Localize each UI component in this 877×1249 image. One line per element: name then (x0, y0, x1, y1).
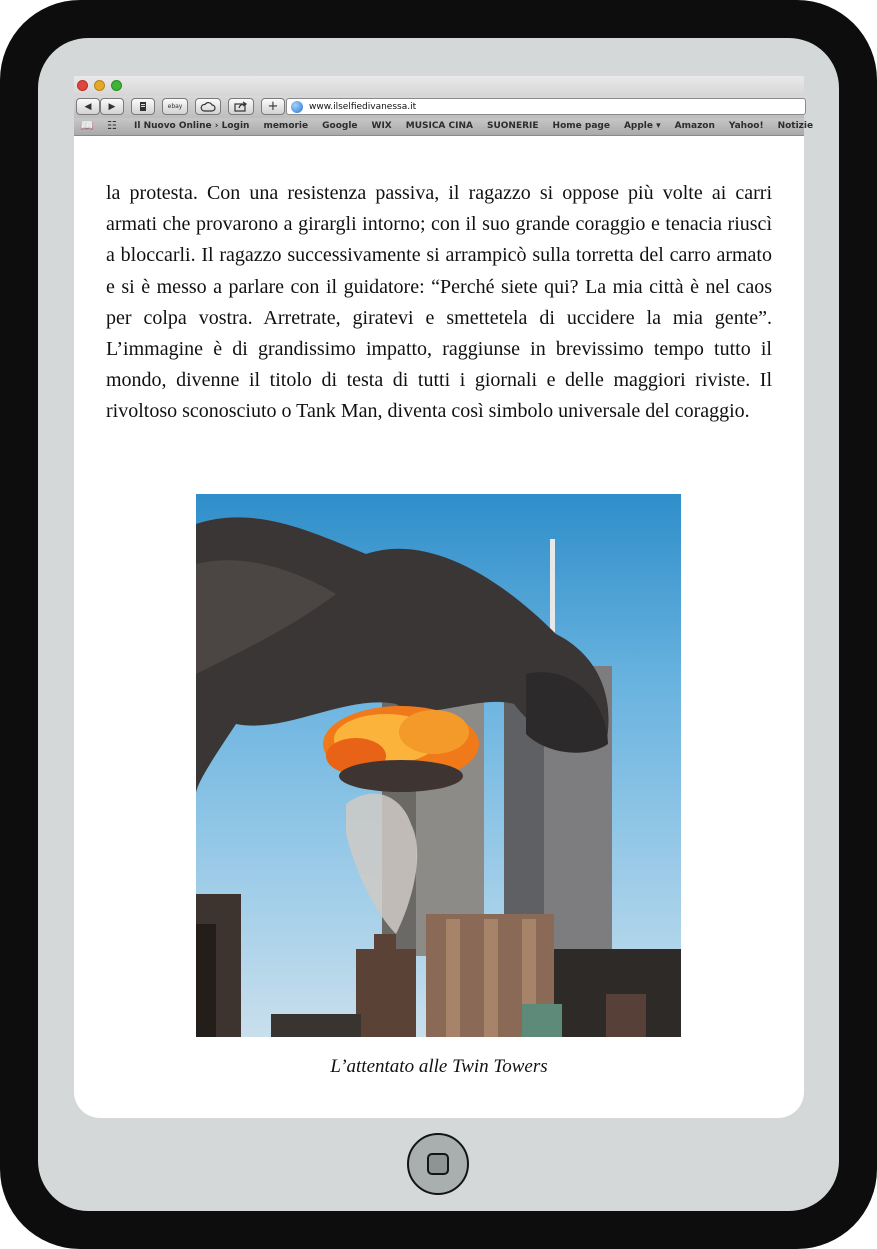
bookmark-memorie[interactable]: memorie (263, 121, 309, 131)
bookmark-icon (138, 101, 148, 112)
ebay-button[interactable]: ebay (162, 98, 188, 115)
bookmarks-list (134, 121, 827, 131)
share-icon (234, 101, 248, 112)
bookmark-google[interactable]: Google (322, 121, 358, 131)
bookmark-button[interactable] (131, 98, 155, 115)
minimize-window-button[interactable] (94, 80, 105, 91)
bookmark-yahoo[interactable]: Yahoo! (728, 121, 764, 131)
article-paragraph: la protesta. Con una resistenza passiva, il ragazzo si oppose più volte ai carri armati che provarono a girargli intorno; con il suo grande coraggio e tenacia riuscì a bloccarli. Il ragazzo successivamente si arrampicò sulla torretta del carro armato e si è messo a parlare con il guidatore: “Perché siete qui? La mia città è nel caos per colpa vostra. Arretrate, giratevi e smettetela di uccidere la mia gente”. L’immagine è di grandissimo impatto, raggiunse in brevissimo tempo tutto il mondo, divenne il titolo di testa di tutti i giornali e delle maggiori riviste. Il rivoltoso sconosciuto o Tank Man, diventa così simbolo universale del coraggio. (106, 182, 772, 423)
bookmark-il-nuovo-online[interactable]: Il Nuovo Online › Login (134, 121, 250, 131)
bookmark-musica-cina[interactable]: MUSICA CINA (405, 121, 473, 131)
browser-toolbar (74, 96, 804, 118)
tablet-screen (74, 76, 814, 1118)
twin-towers-photo (196, 494, 681, 1037)
figure-caption: L’attentato alle Twin Towers (330, 1056, 548, 1077)
bookmark-apple-menu[interactable]: Apple ▾ (623, 121, 661, 131)
twin-towers-illustration (196, 494, 681, 1037)
url-bar[interactable] (286, 98, 806, 115)
bookmark-suonerie[interactable]: SUONERIE (486, 121, 539, 131)
zoom-window-button[interactable] (111, 80, 122, 91)
bookmark-amazon[interactable]: Amazon (674, 121, 715, 131)
close-window-button[interactable] (77, 80, 88, 91)
forward-button[interactable]: ▶ (100, 98, 124, 115)
browser-titlebar (74, 76, 804, 96)
home-button[interactable] (407, 1133, 469, 1195)
back-button[interactable]: ◀ (76, 98, 100, 115)
cloud-icon (200, 102, 216, 112)
globe-icon (291, 101, 303, 113)
url-text: www.ilselfiedivanessa.it (309, 101, 417, 112)
bookmarks-bar (74, 118, 814, 136)
icloud-button[interactable] (195, 98, 221, 115)
home-square-icon (427, 1153, 449, 1175)
add-tab-button[interactable]: + (261, 98, 285, 115)
share-button[interactable] (228, 98, 254, 115)
reading-list-icon[interactable]: 📖 (80, 119, 94, 132)
top-sites-icon[interactable]: ☷ (107, 119, 117, 132)
bookmark-home-page[interactable]: Home page (552, 121, 610, 131)
bookmark-wix[interactable]: WIX (371, 121, 392, 131)
bookmark-notizie[interactable]: Notizie (777, 121, 814, 131)
